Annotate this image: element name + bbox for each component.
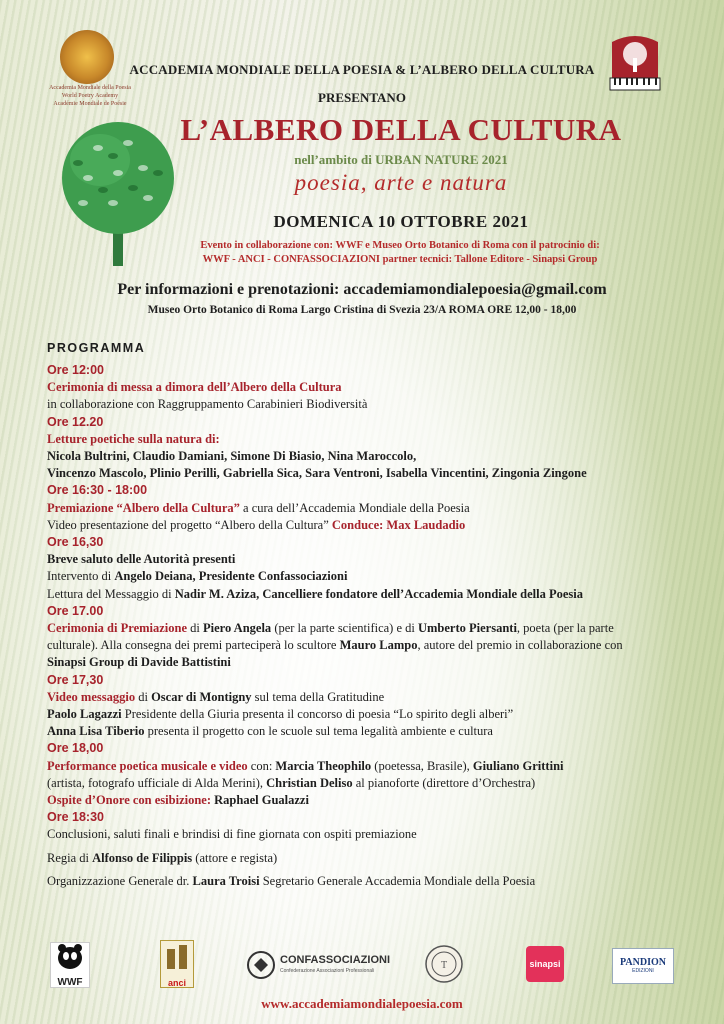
session-text: culturale). Alla consegna dei premi parteciperà lo scultore xyxy=(47,638,340,653)
session-line xyxy=(47,758,687,775)
session-text: (attore e regista) xyxy=(192,850,278,865)
svg-text:T: T xyxy=(440,960,448,971)
sinapsi-text: sinapsi xyxy=(529,959,561,969)
speaker-name: Laura Troisi xyxy=(192,873,260,888)
event-title: L’ALBERO DELLA CULTURA xyxy=(180,112,622,147)
pandion-subtext: EDIZIONI xyxy=(632,968,654,974)
anci-logo xyxy=(160,940,194,988)
session-text: a cura dell’Accademia Mondiale della Poesia xyxy=(239,500,470,515)
speaker-name: Paolo Lagazzi xyxy=(47,707,122,722)
speaker-name: Raphael Gualazzi xyxy=(214,793,309,808)
session-line xyxy=(47,500,687,517)
speaker-name: Mauro Lampo xyxy=(339,638,418,653)
session-line: Vincenzo Mascolo, Plinio Perilli, Gabriella Sica, Sara Ventroni, Isabella Vincentini, Zingonia Zingone xyxy=(47,466,587,481)
presentano-line: PRESENTANO xyxy=(318,90,406,105)
speaker-name: Oscar di Montigny xyxy=(151,689,252,704)
session-text: Presidente della Giuria presenta il concorso di poesia “Lo spirito degli alberi” xyxy=(121,707,514,722)
session-line xyxy=(47,620,687,637)
session-line: Conclusioni, saluti finali e brindisi di fine giornata con ospiti premiazione xyxy=(47,827,417,842)
session-title: Ospite d’Onore con esibizione: xyxy=(47,793,215,808)
speaker-name: Marcia Theophilo xyxy=(275,758,372,773)
host-name: Conduce: Max Laudadio xyxy=(331,517,466,532)
programma-heading: PROGRAMMA xyxy=(47,341,146,355)
pandion-text: PANDION xyxy=(620,957,666,968)
venue-info: Museo Orto Botanico di Roma Largo Cristina di Svezia 23/A ROMA ORE 12,00 - 18,00 xyxy=(147,304,577,316)
speaker-name: Piero Angela xyxy=(203,621,272,636)
session-line: Sinapsi Group di Davide Battistini xyxy=(47,655,231,670)
session-title: Cerimonia di Premiazione xyxy=(47,621,188,636)
session-text: Segretario Generale Accademia Mondiale della Poesia xyxy=(259,873,536,888)
session-text: Organizzazione Generale dr. xyxy=(47,873,193,888)
session-title: Video messaggio xyxy=(47,689,136,704)
speaker-name: Alfonso de Filippis xyxy=(92,850,193,865)
event-date: DOMENICA 10 OTTOBRE 2021 xyxy=(273,212,529,231)
tallone-editore-seal xyxy=(424,944,464,984)
session-text: , autore del premio in collaborazione con xyxy=(417,638,623,653)
confassociazioni-subtext: Confederazione Associazioni Professionali xyxy=(280,968,375,974)
session-line: in collaborazione con Raggruppamento Carabinieri Biodiversità xyxy=(47,397,368,412)
session-text: (artista, fotografo ufficiale di Alda Merini), xyxy=(47,775,267,790)
website-link[interactable]: www.accademiamondialepoesia.com xyxy=(261,996,463,1011)
collaboration-line-2: WWF - ANCI - CONFASSOCIAZIONI partner tecnici: Tallone Editore - Sinapsi Group xyxy=(202,254,598,265)
session-text: (poetessa, Brasile), xyxy=(371,758,473,773)
time-label: Ore 12:00 xyxy=(47,363,104,377)
session-title: Performance poetica musicale e video xyxy=(47,758,248,773)
collaboration-line-1: Evento in collaborazione con: WWF e Museo Orto Botanico di Roma con il patrocinio di: xyxy=(200,240,600,251)
time-label: Ore 18:30 xyxy=(47,810,104,825)
session-text: Lettura del Messaggio di xyxy=(47,586,175,601)
session-text: presenta il progetto con le scuole sul tema legalità ambiente e cultura xyxy=(144,724,493,739)
speaker-name: Umberto Piersanti xyxy=(417,621,517,636)
confassociazioni-logo xyxy=(246,950,391,982)
session-line xyxy=(47,792,687,809)
session-text: Regia di xyxy=(47,850,93,865)
wwf-logo xyxy=(50,942,90,988)
session-text: , poeta (per la parte xyxy=(516,621,614,636)
session-text: di xyxy=(135,689,152,704)
session-line xyxy=(47,723,687,740)
time-label: Ore 17.00 xyxy=(47,603,104,618)
session-text: al pianoforte (direttore d’Orchestra) xyxy=(352,775,536,790)
session-text: Video presentazione del progetto “Albero della Cultura” xyxy=(47,517,329,532)
time-label: Ore 17,30 xyxy=(47,672,104,687)
sinapsi-logo xyxy=(526,946,564,982)
presenters-line: ACCADEMIA MONDIALE DELLA POESIA & L’ALBERO DELLA CULTURA xyxy=(129,62,595,77)
session-text: con: xyxy=(247,758,276,773)
sponsor-logos xyxy=(0,940,724,988)
contact-info: Per informazioni e prenotazioni: accademiamondialepoesia@gmail.com xyxy=(117,281,607,298)
speaker-name: Anna Lisa Tiberio xyxy=(47,724,145,739)
time-label: Ore 12.20 xyxy=(47,414,104,429)
session-line xyxy=(47,517,687,534)
session-text: di xyxy=(187,621,204,636)
regia-line xyxy=(47,850,687,867)
speaker-name: Christian Deliso xyxy=(266,775,353,790)
time-label: Ore 18,00 xyxy=(47,741,104,756)
session-line: Nicola Bultrini, Claudio Damiani, Simone Di Biasio, Nina Maroccolo, xyxy=(47,449,417,464)
session-line xyxy=(47,586,687,603)
session-text: sul tema della Gratitudine xyxy=(251,689,385,704)
event-tagline: poesia, arte e natura xyxy=(294,170,508,195)
logo-text-line: Académie Mondiale de Poésie xyxy=(53,101,127,107)
speaker-name: Angelo Deiana, Presidente Confassociazioni xyxy=(114,569,348,584)
programma-list xyxy=(47,362,687,890)
event-subtitle: nell’ambito di URBAN NATURE 2021 xyxy=(294,152,508,167)
wwf-text: WWF xyxy=(57,977,83,988)
session-text: Intervento di xyxy=(47,569,115,584)
time-label: Ore 16:30 - 18:00 xyxy=(47,483,148,498)
session-line xyxy=(47,637,687,654)
logo-text-line: Accademia Mondiale della Poesia xyxy=(49,85,131,91)
time-label: Ore 16,30 xyxy=(47,535,104,550)
logo-text-line: World Poetry Academy xyxy=(61,93,119,99)
speaker-name: Giuliano Grittini xyxy=(472,758,564,773)
session-text: (per la parte scientifica) e di xyxy=(271,621,418,636)
session-line xyxy=(47,689,687,706)
organization-line xyxy=(47,873,687,890)
session-line xyxy=(47,706,687,723)
session-title: Letture poetiche sulla natura di: xyxy=(47,431,220,446)
pandion-logo xyxy=(612,948,674,984)
session-title: Premiazione “Albero della Cultura” xyxy=(47,500,240,515)
session-title: Cerimonia di messa a dimora dell’Albero della Cultura xyxy=(47,380,342,395)
speaker-name: Nadir M. Aziza, Cancelliere fondatore dell’Accademia Mondiale della Poesia xyxy=(174,586,584,601)
confassociazioni-text: CONFASSOCIAZIONI xyxy=(280,954,391,966)
anci-text: anci xyxy=(167,978,186,988)
session-line: Breve saluto delle Autorità presenti xyxy=(47,552,236,567)
session-line xyxy=(47,775,687,792)
session-line xyxy=(47,568,687,585)
